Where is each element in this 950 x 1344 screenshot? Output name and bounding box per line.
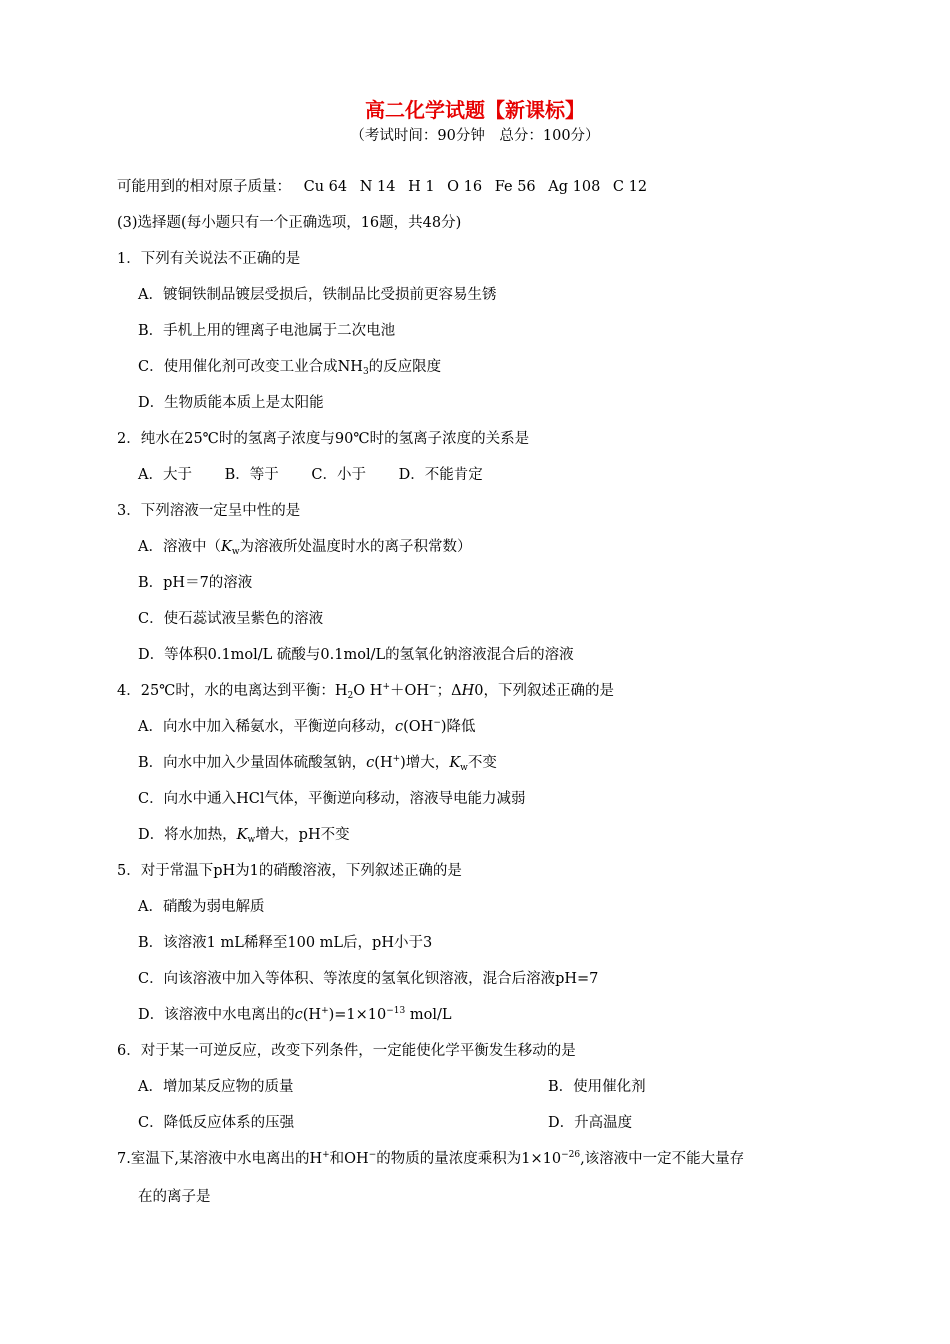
q7-stem: 7.室温下,某溶液中水电离出的H+和OH−的物质的量浓度乘积为$1\times 10^{-26}$,该溶液中一定不能大量存 [117,1150,745,1167]
q2-stem: 2．纯水在25℃时的氢离子浓度与90℃时的氢离子浓度的关系是 [117,431,530,447]
atomic-masses [117,177,655,197]
page-title: 高二化学试题【新课标】 [365,98,585,122]
q5-option-a: A．硝酸为弱电解质 [138,899,265,915]
q2-options [138,465,511,485]
q3-stem: 3．下列溶液一定呈中性的是 [117,503,301,519]
q3-option-a: A．溶液中（$K_w$为溶液所处温度时水的离子积常数） [138,539,472,557]
atomic-masses-label: 可能用到的相对原子质量： [117,179,291,195]
q4-stem: 4．25℃时，水的电离达到平衡：$H_2O$ H+＋OH−；ΔH0，下列叙述正确的是 [117,682,614,701]
section-heading: (3)选择题(每小题只有一个正确选项，16题，共48分) [117,215,462,231]
q1-stem: 1．下列有关说法不正确的是 [117,251,301,267]
q4-option-d: D．将水加热，$K_w$增大，pH不变 [138,827,350,845]
mass-ag: Ag 108 [548,179,601,195]
q1-option-b: B．手机上用的锂离子电池属于二次电池 [138,323,396,339]
q4-option-b: B．向水中加入少量固体硫酸氢钠，c(H+)增大，$K_w$不变 [138,754,497,773]
q2-option-a: A．大于 [138,467,192,483]
q1-option-c: C．使用催化剂可改变工业合成$NH_3$的反应限度 [138,359,442,377]
exam-info: （考试时间：90分钟 总分：100分） [350,128,600,144]
q4-option-c: C．向水中通入HCl气体，平衡逆向移动，溶液导电能力减弱 [138,791,526,807]
q5-option-c: C．向该溶液中加入等体积、等浓度的氢氧化钡溶液，混合后溶液pH=7 [138,971,599,987]
q2-option-d: D．不能肯定 [398,467,483,483]
q6-option-a: A．增加某反应物的质量 [138,1079,294,1095]
mass-cu: Cu 64 [303,179,348,195]
q3-option-d: D．等体积0.1mol/L 硫酸与0.1mol/L的氢氧化钠溶液混合后的溶液 [138,647,574,663]
q1-option-a: A．镀铜铁制品镀层受损后，铁制品比受损前更容易生锈 [138,287,497,303]
q6-stem: 6．对于某一可逆反应，改变下列条件，一定能使化学平衡发生移动的是 [117,1043,576,1059]
q2-option-b: B．等于 [224,467,279,483]
q5-option-b: B．该溶液1 mL稀释至100 mL后，pH小于3 [138,935,433,951]
q5-option-d: D．该溶液中水电离出的$c(H^+)=1\times 10^{-13}$ mol/L [138,1006,452,1023]
q2-option-c: C．小于 [311,467,366,483]
mass-h: H 1 [408,179,435,195]
q6-option-c: C．降低反应体系的压强 [138,1115,295,1131]
q5-stem: 5．对于常温下pH为1的硝酸溶液，下列叙述正确的是 [117,863,462,879]
mass-n: N 14 [359,179,396,195]
q3-option-c: C．使石蕊试液呈紫色的溶液 [138,611,324,627]
q6-option-d: D．升高温度 [548,1115,633,1131]
q6-option-b: B．使用催化剂 [548,1079,646,1095]
mass-c: C 12 [612,179,648,195]
mass-fe: Fe 56 [494,179,536,195]
q3-option-b: B．pH＝7的溶液 [138,575,253,591]
q7-stem-continued: 在的离子是 [138,1189,211,1205]
q4-option-a: A．向水中加入稀氨水，平衡逆向移动，c(OH−)降低 [138,718,476,735]
q1-option-d: D．生物质能本质上是太阳能 [138,395,324,411]
mass-o: O 16 [447,179,483,195]
